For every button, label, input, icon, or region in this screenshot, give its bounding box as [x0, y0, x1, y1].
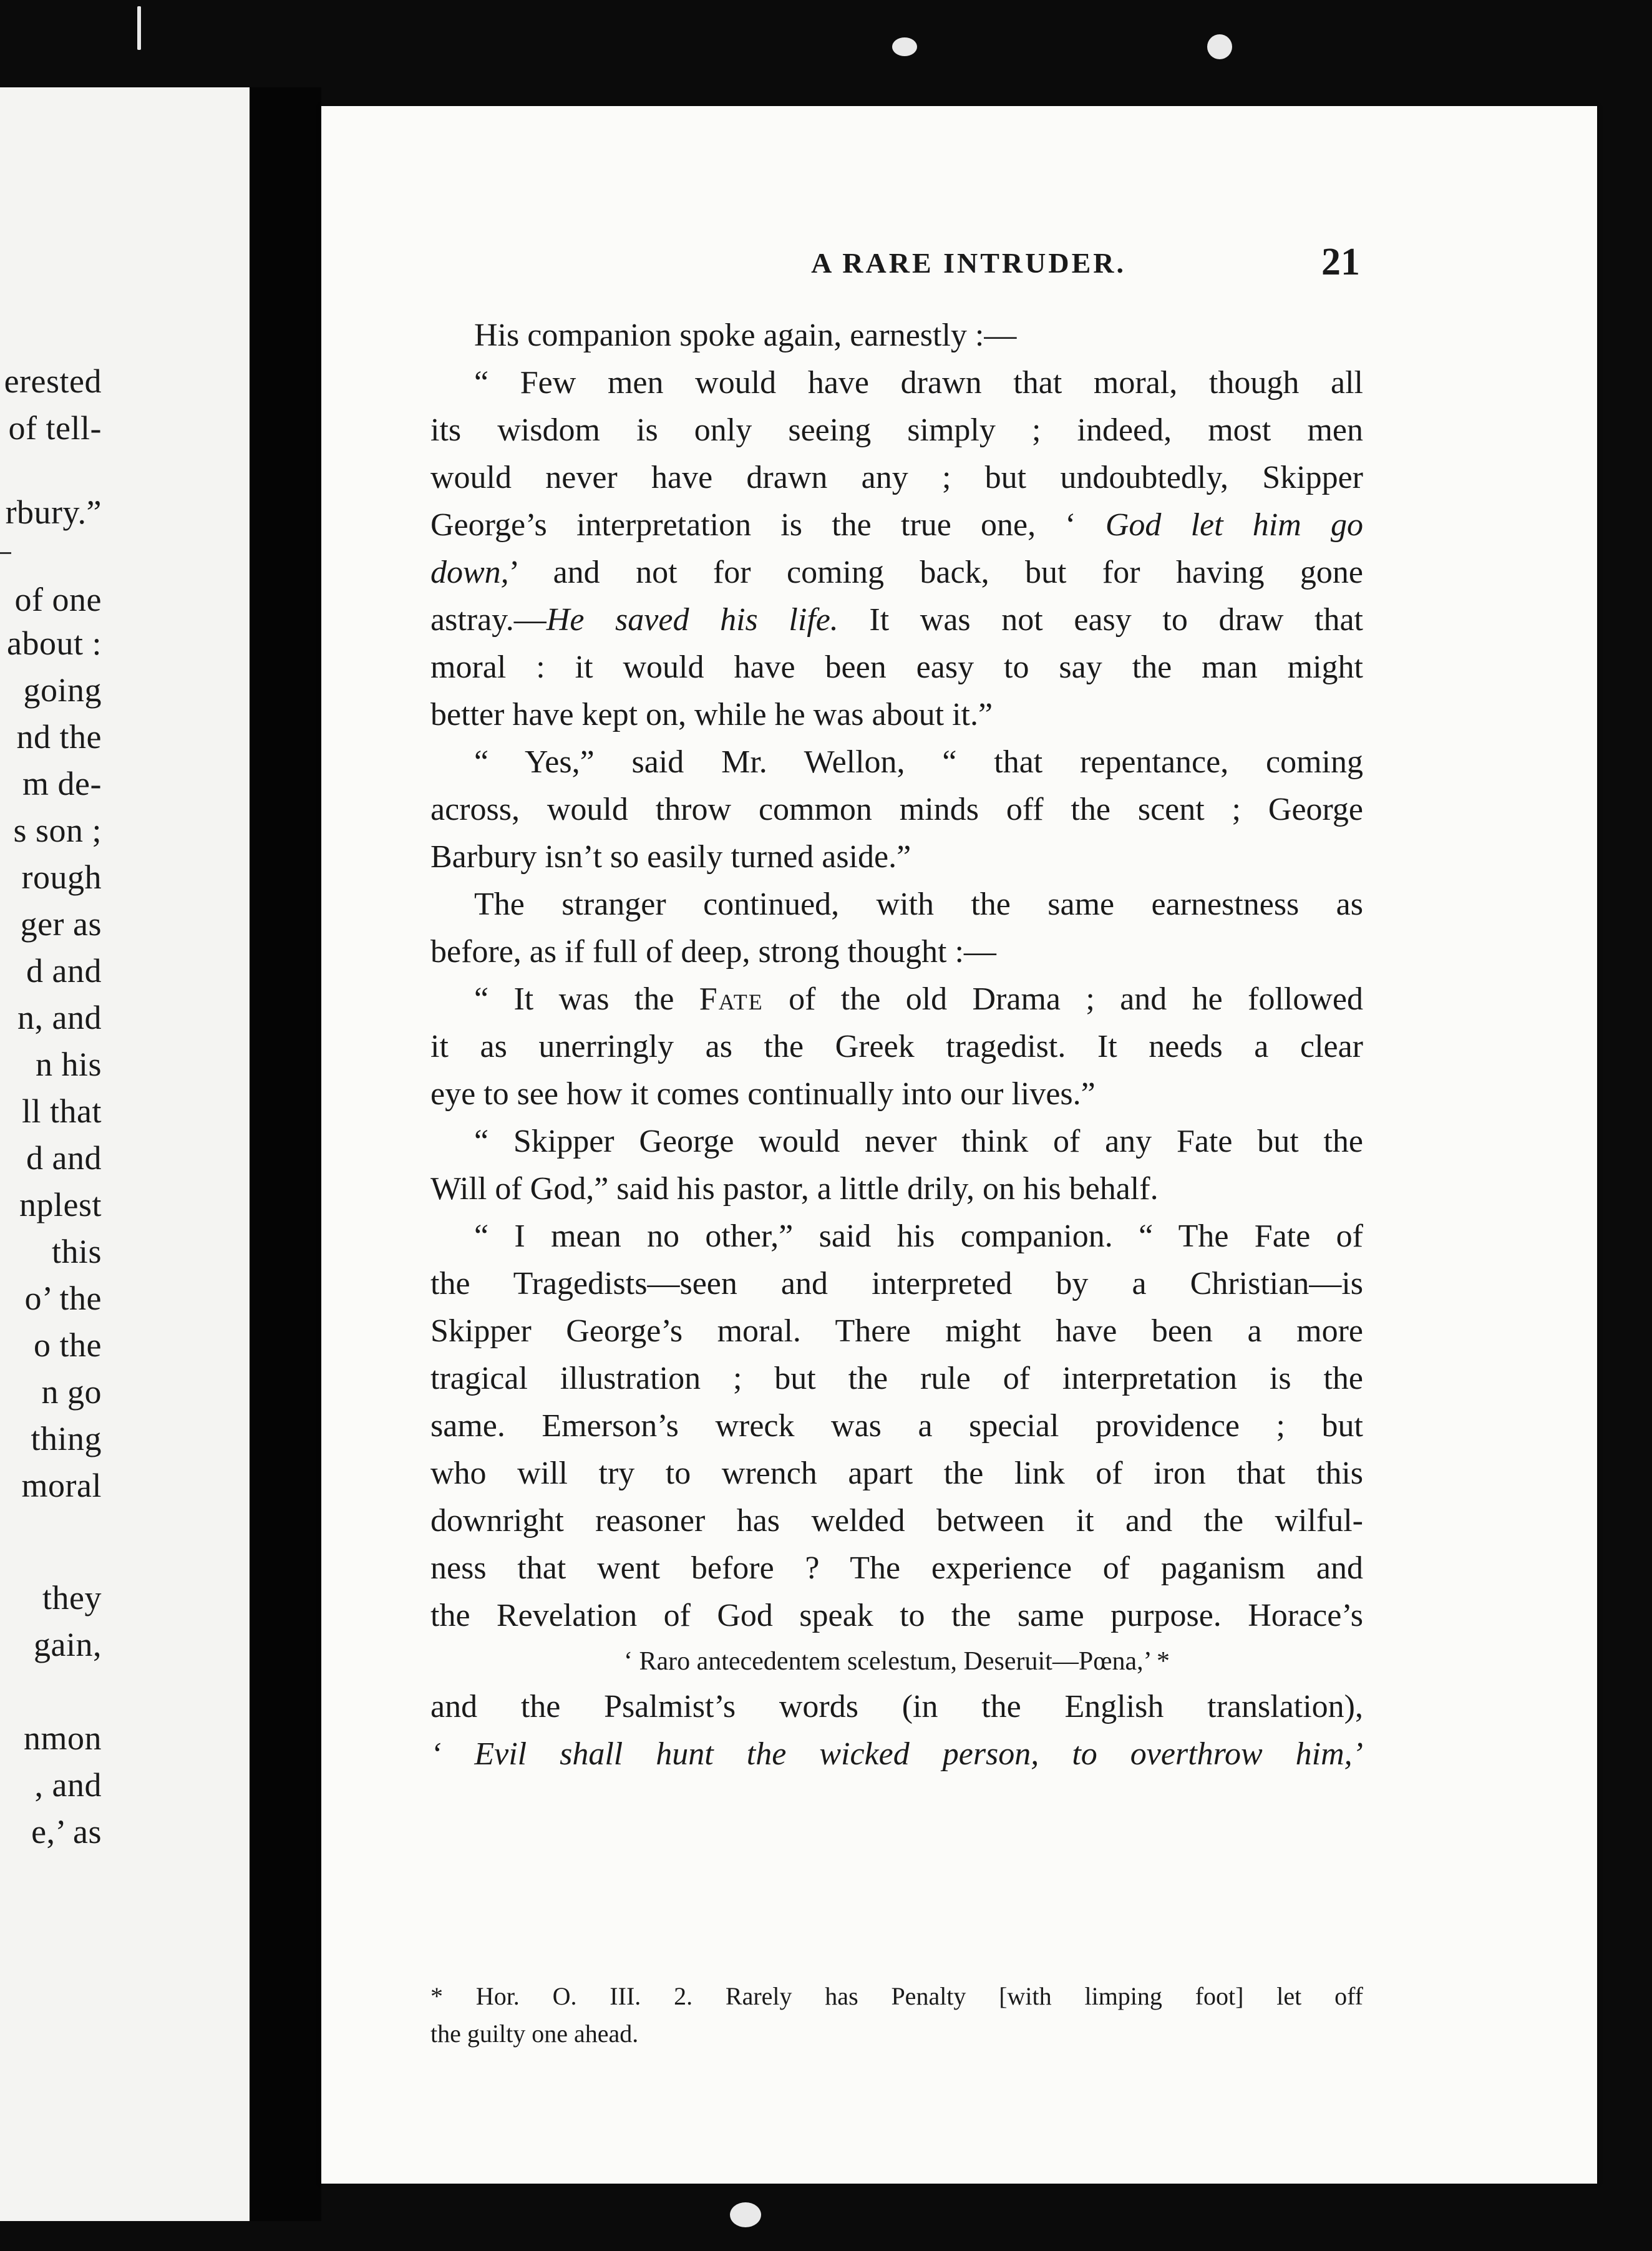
footnote	[430, 1978, 1363, 2053]
paragraph-line: eye to see how it comes continually into our lives.”	[430, 1076, 1096, 1112]
left-fragment: going	[23, 671, 102, 709]
body-text	[430, 312, 1363, 1778]
paragraph-line	[430, 549, 1363, 596]
paragraph-line: downright reasoner has welded between it and the wilful-	[430, 1503, 1363, 1539]
left-fragment: nplest	[19, 1186, 102, 1223]
left-fragment: this	[51, 1233, 102, 1270]
running-head	[430, 241, 1363, 296]
paragraph-line: and the Psalmist’s words (in the English translation),	[430, 1689, 1363, 1724]
paragraph-line: ness that went before ? The experience of paganism and	[430, 1550, 1363, 1586]
paragraph-line: its wisdom is only seeing simply ; indeed, most men	[430, 412, 1363, 448]
paragraph-line: would never have drawn any ; but undoubtedly, Skipper	[430, 460, 1363, 495]
left-fragment: o’ the	[24, 1280, 102, 1317]
paragraph-line: “ I mean no other,” said his companion. “ The Fate of	[474, 1218, 1363, 1254]
text-run: of the old Drama ; and he followed	[763, 981, 1363, 1017]
paragraph-line: “ Few men would have drawn that moral, though all	[474, 365, 1363, 401]
latin-quotation: ‘ Raro antecedentem scelestum, Deseruit—Pœna,’ *	[623, 1647, 1170, 1676]
left-facing-page	[0, 87, 250, 2221]
footnote-line: the guilty one ahead.	[430, 2020, 639, 2048]
left-fragment: moral	[21, 1467, 102, 1504]
footnote-line: * Hor. O. III. 2. Rarely has Penalty [with limping foot] let off	[430, 1982, 1363, 2010]
left-fragment: n go	[41, 1373, 102, 1411]
paragraph-line: Will of God,” said his pastor, a little drily, on his behalf.	[430, 1171, 1159, 1207]
left-fragment: of tell-	[8, 409, 102, 447]
left-fragment: d and	[26, 1139, 102, 1177]
left-fragment: of one	[14, 581, 102, 618]
book-spine-gutter	[250, 87, 321, 2221]
left-fragment: rbury.”	[5, 493, 102, 531]
scan-speck	[730, 2202, 761, 2227]
left-page-text-fragments	[0, 87, 115, 2221]
left-fragment: n, and	[17, 999, 102, 1036]
paragraph-line: same. Emerson’s wreck was a special providence ; but	[430, 1408, 1363, 1444]
italic-quote: God let him go	[1105, 507, 1363, 543]
italic-quote: He saved his life.	[546, 602, 838, 638]
paragraph-line: “ Yes,” said Mr. Wellon, “ that repentance, coming	[474, 744, 1363, 780]
left-fragment: , and	[34, 1766, 102, 1804]
running-title: A RARE INTRUDER.	[811, 247, 1126, 279]
scan-speck	[1207, 34, 1232, 59]
scan-speck	[137, 6, 141, 50]
paragraph-line	[430, 596, 1363, 644]
text-run: “ It was the	[474, 981, 699, 1017]
paragraph-line: Barbury isn’t so easily turned aside.”	[430, 839, 911, 875]
paragraph-line: the Tragedists—seen and interpreted by a Christian—is	[430, 1266, 1363, 1301]
italic-scripture-line: ‘ Evil shall hunt the wicked person, to overthrow him,’	[430, 1736, 1363, 1772]
left-fragment: thing	[31, 1420, 102, 1457]
text-run: George’s interpretation is the true one, ‘	[430, 507, 1105, 543]
left-fragment: erested	[4, 362, 102, 400]
left-fragment: m de-	[22, 765, 102, 802]
scan-speck	[892, 37, 917, 56]
italic-quote: down,	[430, 555, 509, 590]
paragraph-line: tragical illustration ; but the rule of interpretation is the	[430, 1361, 1363, 1396]
page-number: 21	[1321, 241, 1360, 283]
right-page	[321, 106, 1597, 2184]
left-fragment: nmon	[23, 1719, 102, 1757]
left-fragment: s son ;	[13, 812, 102, 849]
paragraph-line: The stranger continued, with the same earnestness as	[474, 887, 1363, 922]
paragraph-line: the Revelation of God speak to the same purpose. Horace’s	[430, 1598, 1363, 1633]
text-run: It was not easy to draw that	[838, 602, 1363, 638]
text-run: ’ and not for coming back, but for having gone	[508, 555, 1363, 590]
text-run: astray.—	[430, 602, 547, 638]
paragraph-line: across, would throw common minds off the scent ; George	[430, 792, 1363, 827]
paragraph-line: His companion spoke again, earnestly :—	[474, 318, 1017, 353]
paragraph-line: Skipper George’s moral. There might have been a more	[430, 1313, 1363, 1349]
left-fragment: d and	[26, 952, 102, 989]
left-fragment: they	[42, 1579, 102, 1617]
left-fragment: n his	[35, 1046, 102, 1083]
paragraph-line: better have kept on, while he was about it.”	[430, 697, 993, 732]
paragraph-line: it as unerringly as the Greek tragedist. It needs a clear	[430, 1029, 1363, 1064]
left-page-dash	[0, 552, 11, 554]
paragraph-line: who will try to wrench apart the link of iron that this	[430, 1456, 1363, 1491]
paragraph-line	[430, 976, 1363, 1023]
paragraph-line: moral : it would have been easy to say the man might	[430, 649, 1363, 685]
left-fragment: nd the	[16, 718, 102, 756]
left-fragment: ger as	[20, 905, 102, 943]
paragraph-line	[430, 502, 1363, 549]
left-fragment: e,’ as	[31, 1813, 102, 1850]
left-fragment: rough	[21, 858, 102, 896]
paragraph-line: before, as if full of deep, strong thought :—	[430, 934, 996, 970]
paragraph-line: “ Skipper George would never think of any Fate but the	[474, 1124, 1363, 1159]
left-fragment: gain,	[34, 1626, 102, 1663]
small-caps-word: Fate	[699, 981, 764, 1017]
left-fragment: about :	[7, 625, 102, 662]
left-fragment: o the	[34, 1326, 102, 1364]
left-fragment: ll that	[22, 1092, 102, 1130]
